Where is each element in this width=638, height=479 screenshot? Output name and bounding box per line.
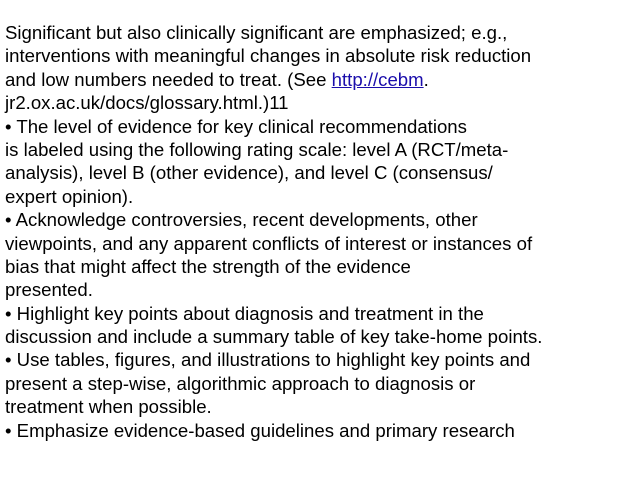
document-text (5, 21, 635, 442)
text-line: jr2.ox.ac.uk/docs/glossary.html.)11 (5, 92, 289, 114)
text-line: viewpoints, and any apparent conflicts of interest or instances of (5, 232, 533, 254)
bullet-line: • The level of evidence for key clinical recommendations (5, 115, 467, 137)
text-line: bias that might affect the strength of the evidence (5, 255, 411, 277)
text-segment: . (423, 68, 429, 90)
bullet-line: • Highlight key points about diagnosis and treatment in the (5, 302, 484, 324)
cebm-link[interactable]: http://cebm (331, 68, 424, 90)
text-line: interventions with meaningful changes in absolute risk reduction (5, 45, 532, 67)
bullet-line: • Use tables, figures, and illustrations to highlight key points and (5, 349, 531, 371)
bullet-line: • Emphasize evidence-based guidelines and primary research (5, 419, 515, 441)
text-line: discussion and include a summary table of key take-home points. (5, 326, 543, 348)
text-line: treatment when possible. (5, 396, 212, 418)
text-line: analysis), level B (other evidence), and level C (consensus/ (5, 162, 493, 184)
text-line: presented. (5, 279, 93, 301)
text-line: present a step-wise, algorithmic approach to diagnosis or (5, 372, 476, 394)
bullet-line: • Acknowledge controversies, recent developments, other (5, 209, 478, 231)
text-line-with-link (5, 68, 635, 91)
text-line: is labeled using the following rating scale: level A (RCT/meta- (5, 138, 509, 160)
text-line: Significant but also clinically significant are emphasized; e.g., (5, 22, 508, 43)
text-segment: and low numbers needed to treat. (See (5, 68, 332, 90)
text-line: expert opinion). (5, 185, 134, 207)
